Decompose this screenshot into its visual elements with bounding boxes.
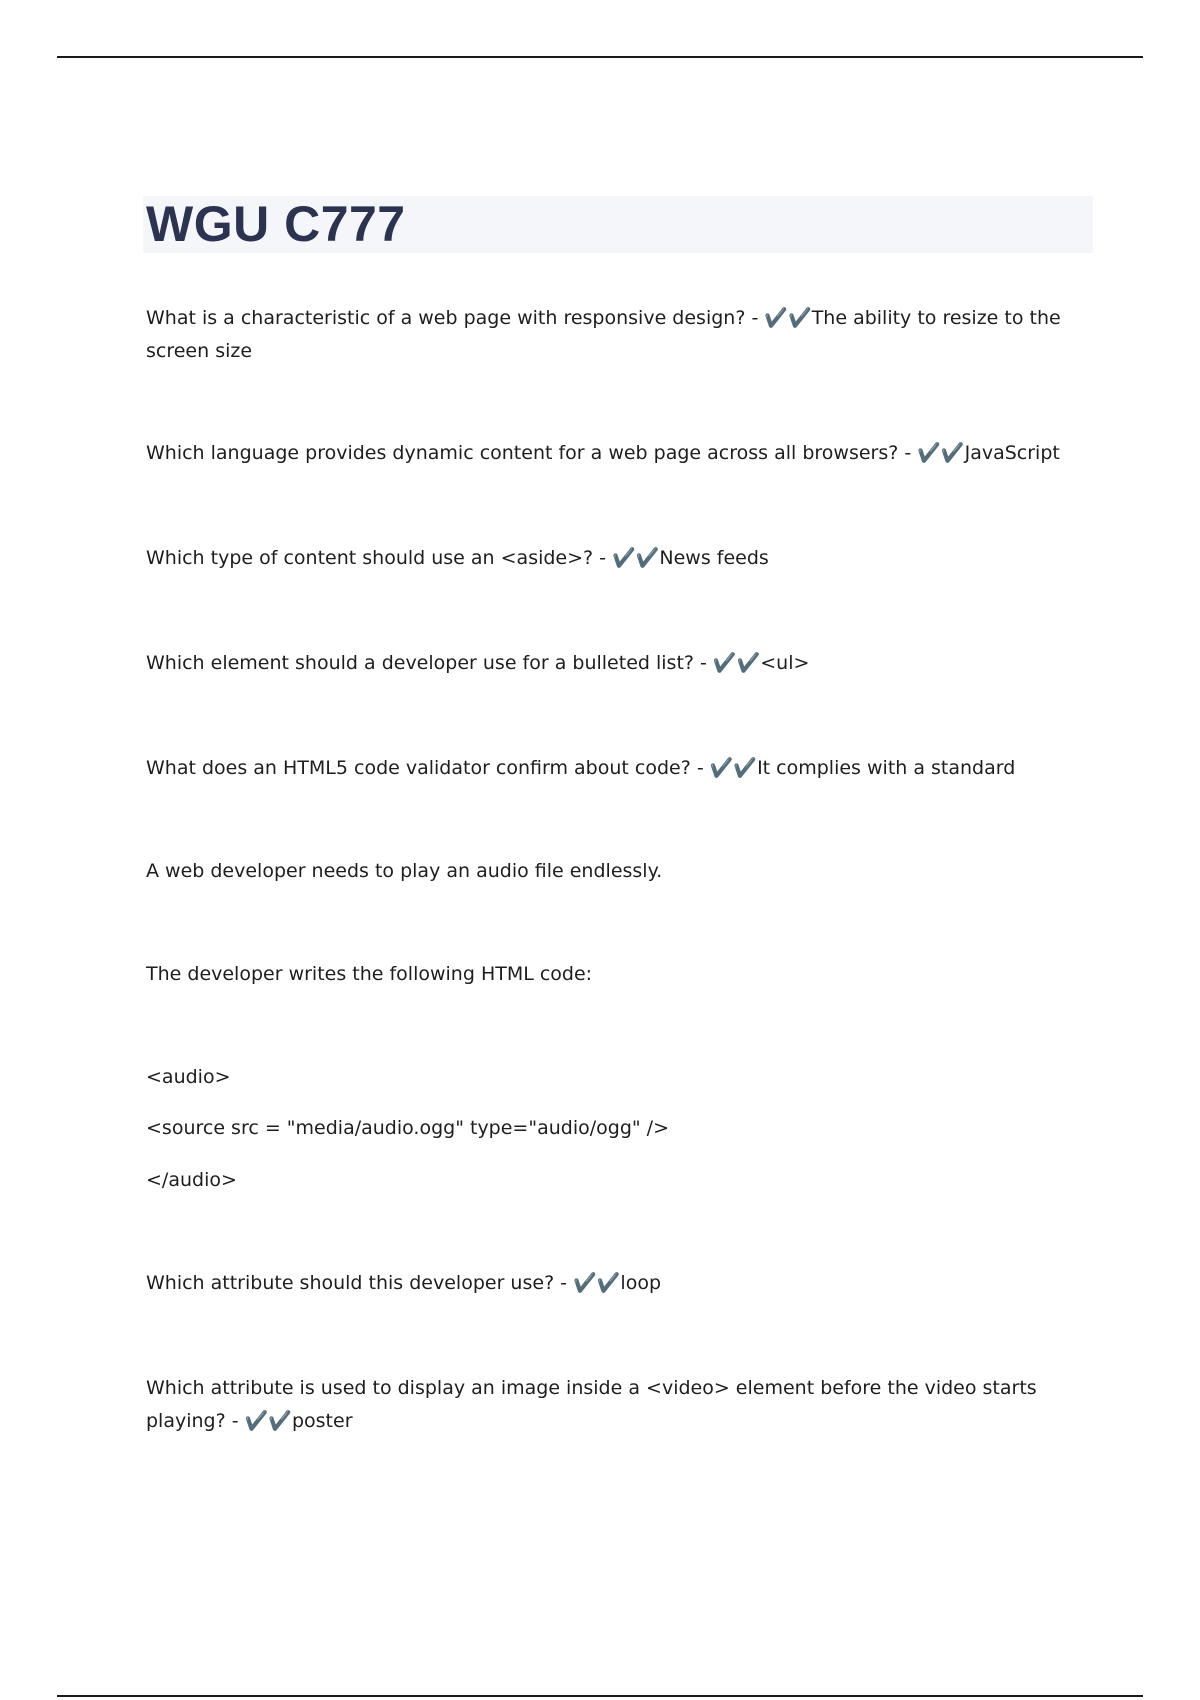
answer-text: It complies with a standard (757, 757, 1016, 779)
code-line: </audio> (146, 1169, 237, 1191)
answer-text: The ability to resize to the screen size (146, 307, 1067, 362)
question-text: What is a characteristic of a web page with responsive design? - (146, 307, 765, 329)
text-line: A web developer needs to play an audio file endlessly. (146, 860, 663, 882)
check-icon: ✔️✔️ (712, 652, 761, 674)
qa-item (146, 647, 1076, 680)
answer-text: loop (620, 1272, 662, 1294)
footer-rule (57, 1695, 1143, 1697)
qa-item (146, 1372, 1076, 1438)
answer-text: News feeds (659, 547, 769, 569)
check-icon: ✔️✔️ (709, 757, 758, 779)
answer-text: <ul> (760, 652, 810, 674)
text-line: The developer writes the following HTML code: (146, 963, 593, 985)
check-icon: ✔️✔️ (917, 442, 965, 464)
qa-item (146, 1267, 1076, 1300)
code-line: <audio> (146, 1066, 231, 1088)
question-text: Which language provides dynamic content for a web page across all browsers? - (146, 442, 918, 464)
question-text: What does an HTML5 code validator confirm about code? - (146, 757, 710, 779)
qa-item (146, 752, 1076, 785)
question-text: Which type of content should use an <aside>? - (146, 547, 613, 569)
qa-item (146, 437, 1076, 470)
check-icon: ✔️✔️ (573, 1272, 621, 1294)
question-text: Which attribute should this developer use? - (146, 1272, 574, 1294)
question-text: Which element should a developer use for a bulleted list? - (146, 652, 713, 674)
answer-text: poster (291, 1410, 353, 1432)
document-title: WGU C777 (146, 196, 406, 252)
check-icon: ✔️✔️ (244, 1410, 292, 1432)
qa-item (146, 542, 1076, 575)
answer-text: JavaScript (964, 442, 1060, 464)
question-text: Which attribute is used to display an image inside a <video> element before the video starts playing? - (146, 1377, 1043, 1432)
check-icon: ✔️✔️ (764, 307, 812, 329)
header-rule (57, 56, 1143, 58)
check-icon: ✔️✔️ (612, 547, 660, 569)
qa-item (146, 302, 1076, 368)
code-line: <source src = "media/audio.ogg" type="audio/ogg" /> (146, 1117, 669, 1139)
